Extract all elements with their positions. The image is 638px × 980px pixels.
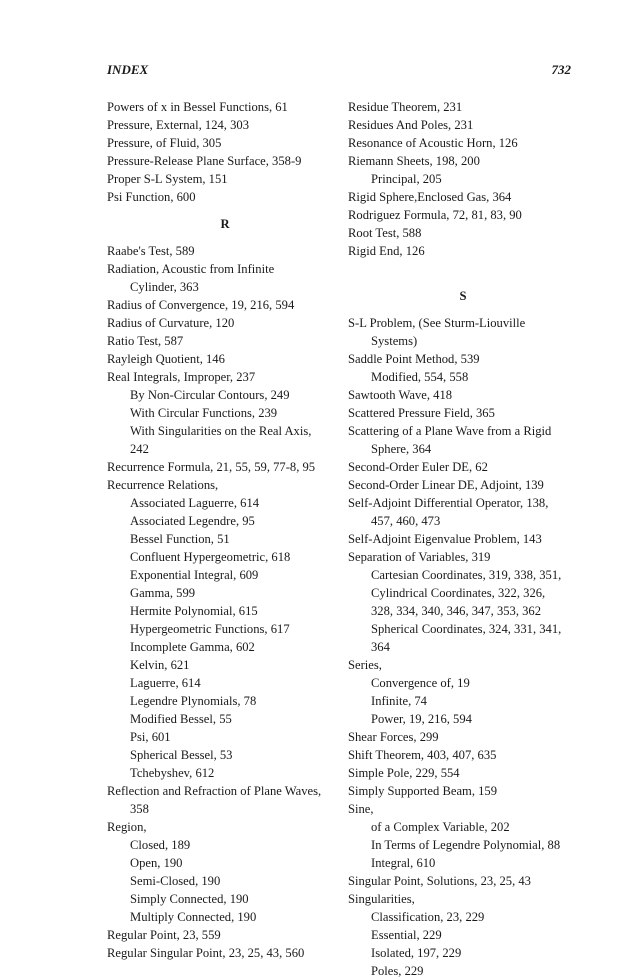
index-entry: Singularities, (348, 892, 415, 906)
index-subentry: Legendre Plynomials, 78 (130, 694, 257, 708)
index-subentry: Systems) (371, 334, 418, 348)
index-subentry: Confluent Hypergeometric, 618 (130, 550, 291, 564)
index-subentry: Essential, 229 (371, 928, 442, 942)
index-subentry: Cylindrical Coordinates, 322, 326, (371, 586, 546, 600)
index-subentry: Multiply Connected, 190 (130, 910, 257, 924)
index-column-right (348, 98, 578, 980)
index-subentry: Isolated, 197, 229 (371, 946, 462, 960)
index-subentry: Modified Bessel, 55 (130, 712, 232, 726)
index-entry: Singular Point, Solutions, 23, 25, 43 (348, 874, 531, 888)
page-number: 732 (551, 62, 571, 77)
index-subentry: Hypergeometric Functions, 617 (130, 622, 290, 636)
index-entry: Radius of Convergence, 19, 216, 594 (107, 298, 295, 312)
index-subentry: Laguerre, 614 (130, 676, 201, 690)
index-entry: Saddle Point Method, 539 (348, 352, 480, 366)
index-subentry: Bessel Function, 51 (130, 532, 230, 546)
index-entry: Psi Function, 600 (107, 190, 196, 204)
index-entry: Radiation, Acoustic from Infinite (107, 262, 275, 276)
index-entry: Residue Theorem, 231 (348, 100, 463, 114)
index-subentry: Psi, 601 (130, 730, 171, 744)
index-entry: Simply Supported Beam, 159 (348, 784, 498, 798)
index-column-left (107, 98, 343, 962)
index-subentry: Sphere, 364 (371, 442, 432, 456)
index-subentry: Principal, 205 (371, 172, 442, 186)
index-entry: Pressure-Release Plane Surface, 358-9 (107, 154, 302, 168)
index-entry: Series, (348, 658, 382, 672)
index-subentry: Semi-Closed, 190 (130, 874, 221, 888)
index-entry: Separation of Variables, 319 (348, 550, 491, 564)
index-entry: Rigid Sphere,Enclosed Gas, 364 (348, 190, 512, 204)
index-subentry: With Singularities on the Real Axis, (130, 424, 312, 438)
index-entry: Ratio Test, 587 (107, 334, 184, 348)
index-subentry: Modified, 554, 558 (371, 370, 469, 384)
index-entry: Rodriguez Formula, 72, 81, 83, 90 (348, 208, 522, 222)
index-entry: Powers of x in Bessel Functions, 61 (107, 100, 288, 114)
index-entry: Sine, (348, 802, 374, 816)
index-subentry: Kelvin, 621 (130, 658, 190, 672)
index-subentry: Associated Legendre, 95 (130, 514, 255, 528)
index-subentry: Infinite, 74 (371, 694, 427, 708)
index-subentry: Closed, 189 (130, 838, 191, 852)
index-entry: Regular Singular Point, 23, 25, 43, 560 (107, 946, 305, 960)
index-subentry: Cylinder, 363 (130, 280, 199, 294)
index-entry: Reflection and Refraction of Plane Waves, (107, 784, 322, 798)
index-subentry: Open, 190 (130, 856, 183, 870)
index-entry: Rayleigh Quotient, 146 (107, 352, 225, 366)
index-entry: Scattering of a Plane Wave from a Rigid (348, 424, 552, 438)
index-subentry: Tchebyshev, 612 (130, 766, 215, 780)
index-entry: Shift Theorem, 403, 407, 635 (348, 748, 497, 762)
index-subentry: Integral, 610 (371, 856, 436, 870)
index-entry: Second-Order Linear DE, Adjoint, 139 (348, 478, 544, 492)
index-subentry: Simply Connected, 190 (130, 892, 249, 906)
section-letter-heading: S (459, 289, 467, 303)
index-entry: Raabe's Test, 589 (107, 244, 195, 258)
index-entry: Shear Forces, 299 (348, 730, 439, 744)
index-subentry: Exponential Integral, 609 (130, 568, 259, 582)
index-entry: Second-Order Euler DE, 62 (348, 460, 488, 474)
index-entry: S-L Problem, (See Sturm-Liouville (348, 316, 526, 330)
blank-line (348, 260, 578, 278)
index-entry: Root Test, 588 (348, 226, 422, 240)
index-entry: Self-Adjoint Differential Operator, 138, (348, 496, 549, 510)
index-entry: Recurrence Formula, 21, 55, 59, 77-8, 95 (107, 460, 316, 474)
index-entry: Scattered Pressure Field, 365 (348, 406, 495, 420)
index-entry: Pressure, of Fluid, 305 (107, 136, 222, 150)
index-subentry: Incomplete Gamma, 602 (130, 640, 255, 654)
index-subentry: Convergence of, 19 (371, 676, 470, 690)
index-subentry: Associated Laguerre, 614 (130, 496, 260, 510)
index-subentry: Cartesian Coordinates, 319, 338, 351, (371, 568, 562, 582)
index-entry: Riemann Sheets, 198, 200 (348, 154, 480, 168)
index-subentry: 358 (130, 802, 149, 816)
index-entry: Pressure, External, 124, 303 (107, 118, 249, 132)
index-entry: Radius of Curvature, 120 (107, 316, 235, 330)
index-subentry: Hermite Polynomial, 615 (130, 604, 258, 618)
index-subentry: Power, 19, 216, 594 (371, 712, 472, 726)
index-subentry: By Non-Circular Contours, 249 (130, 388, 290, 402)
index-entry: Residues And Poles, 231 (348, 118, 474, 132)
index-entry: Regular Point, 23, 559 (107, 928, 221, 942)
index-subentry: With Circular Functions, 239 (130, 406, 278, 420)
page-title: INDEX (107, 62, 149, 77)
index-subentry: Poles, 229 (371, 964, 424, 978)
index-subentry: 364 (371, 640, 390, 654)
index-entry: Sawtooth Wave, 418 (348, 388, 453, 402)
index-entry: Region, (107, 820, 147, 834)
index-entry: Rigid End, 126 (348, 244, 425, 258)
index-subentry: Classification, 23, 229 (371, 910, 485, 924)
index-subentry: In Terms of Legendre Polynomial, 88 (371, 838, 561, 852)
index-entry: Proper S-L System, 151 (107, 172, 228, 186)
section-letter-heading: R (220, 217, 230, 231)
index-entry: Real Integrals, Improper, 237 (107, 370, 256, 384)
index-entry: Recurrence Relations, (107, 478, 219, 492)
index-subentry: Spherical Bessel, 53 (130, 748, 233, 762)
index-subentry: of a Complex Variable, 202 (371, 820, 510, 834)
index-entry: Self-Adjoint Eigenvalue Problem, 143 (348, 532, 542, 546)
index-subentry: 328, 334, 340, 346, 347, 353, 362 (371, 604, 542, 618)
index-subentry: Gamma, 599 (130, 586, 196, 600)
index-subentry: 457, 460, 473 (371, 514, 441, 528)
index-entry: Simple Pole, 229, 554 (348, 766, 460, 780)
index-subentry: Spherical Coordinates, 324, 331, 341, (371, 622, 562, 636)
page-header (107, 62, 571, 82)
index-entry: Resonance of Acoustic Horn, 126 (348, 136, 518, 150)
index-subentry: 242 (130, 442, 149, 456)
